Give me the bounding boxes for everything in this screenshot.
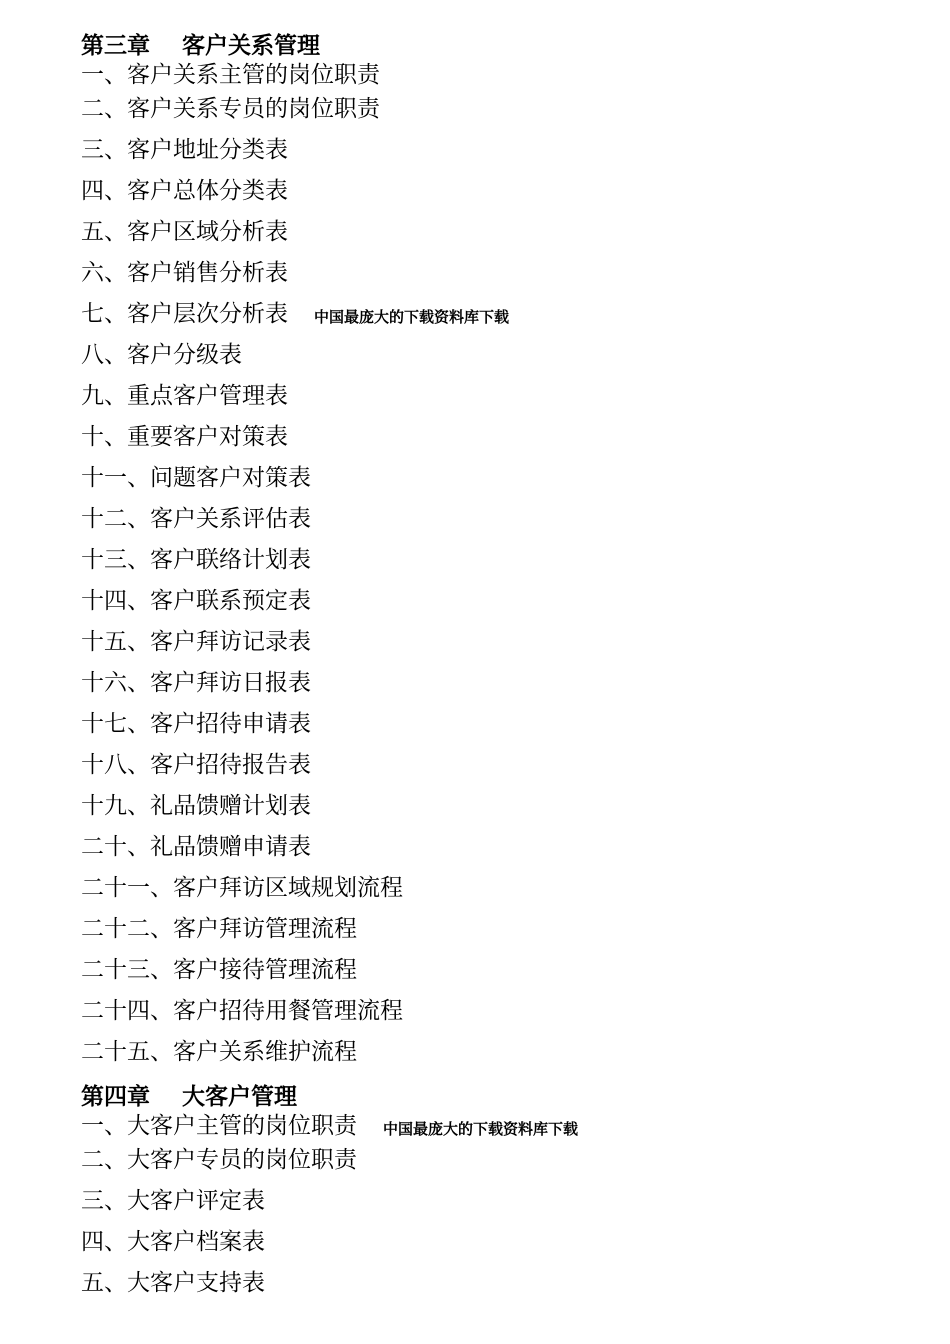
list-item: [81, 253, 921, 294]
item-text: 二十二、客户拜访管理流程: [81, 916, 357, 942]
item-text: 十二、客户关系评估表: [81, 506, 311, 532]
list-item: [81, 62, 921, 89]
item-text: 一、客户关系主管的岗位职责: [81, 62, 380, 88]
list-item: [81, 171, 921, 212]
item-text: 十六、客户拜访日报表: [81, 670, 311, 696]
item-text: 三、大客户评定表: [81, 1188, 265, 1214]
list-item: [81, 909, 921, 950]
list-item: [81, 991, 921, 1032]
item-text: 十五、客户拜访记录表: [81, 629, 311, 655]
item-text: 三、客户地址分类表: [81, 137, 288, 163]
list-item: [81, 950, 921, 991]
item-text: 八、客户分级表: [81, 342, 242, 368]
item-text: 五、大客户支持表: [81, 1270, 265, 1296]
section-gap: [81, 1073, 921, 1081]
list-item: [81, 1113, 921, 1140]
list-item: [81, 581, 921, 622]
list-item: [81, 540, 921, 581]
item-text: 七、客户层次分析表: [81, 301, 288, 327]
chapter-title: 第三章 客户关系管理: [81, 33, 321, 59]
item-text: 二、大客户专员的岗位职责: [81, 1147, 357, 1173]
list-item: [81, 1263, 921, 1304]
watermark-note: 中国最庞大的下载资料库下载: [314, 308, 510, 326]
item-text: 二十五、客户关系维护流程: [81, 1039, 357, 1065]
item-text: 六、客户销售分析表: [81, 260, 288, 286]
list-item: [81, 1222, 921, 1263]
document-page: [81, 30, 921, 1304]
list-item: [81, 1032, 921, 1073]
list-item: [81, 212, 921, 253]
item-text: 十三、客户联络计划表: [81, 547, 311, 573]
item-text: 十、重要客户对策表: [81, 424, 288, 450]
list-item: [81, 663, 921, 704]
list-item: [81, 499, 921, 540]
list-item: [81, 376, 921, 417]
list-item: [81, 294, 921, 335]
chapter-3: [81, 30, 921, 1073]
chapter-4: [81, 1081, 921, 1304]
list-item: [81, 335, 921, 376]
chapter-title: 第四章 大客户管理: [81, 1084, 298, 1110]
list-item: [81, 89, 921, 130]
list-item: [81, 458, 921, 499]
list-item: [81, 704, 921, 745]
item-text: 四、大客户档案表: [81, 1229, 265, 1255]
item-text: 五、客户区域分析表: [81, 219, 288, 245]
list-item: [81, 827, 921, 868]
item-text: 十一、问题客户对策表: [81, 465, 311, 491]
list-item: [81, 417, 921, 458]
item-text: 十七、客户招待申请表: [81, 711, 311, 737]
list-item: [81, 786, 921, 827]
list-item: [81, 622, 921, 663]
item-text: 二十一、客户拜访区域规划流程: [81, 875, 403, 901]
watermark-note: 中国最庞大的下载资料库下载: [383, 1120, 579, 1138]
item-text: 十四、客户联系预定表: [81, 588, 311, 614]
item-text: 二、客户关系专员的岗位职责: [81, 96, 380, 122]
item-text: 九、重点客户管理表: [81, 383, 288, 409]
item-text: 四、客户总体分类表: [81, 178, 288, 204]
item-text: 二十四、客户招待用餐管理流程: [81, 998, 403, 1024]
item-text: 十九、礼品馈赠计划表: [81, 793, 311, 819]
item-text: 一、大客户主管的岗位职责: [81, 1113, 357, 1139]
list-item: [81, 868, 921, 909]
item-text: 二十三、客户接待管理流程: [81, 957, 357, 983]
list-item: [81, 1181, 921, 1222]
item-text: 十八、客户招待报告表: [81, 752, 311, 778]
list-item: [81, 130, 921, 171]
item-text: 二十、礼品馈赠申请表: [81, 834, 311, 860]
list-item: [81, 745, 921, 786]
list-item: [81, 1140, 921, 1181]
